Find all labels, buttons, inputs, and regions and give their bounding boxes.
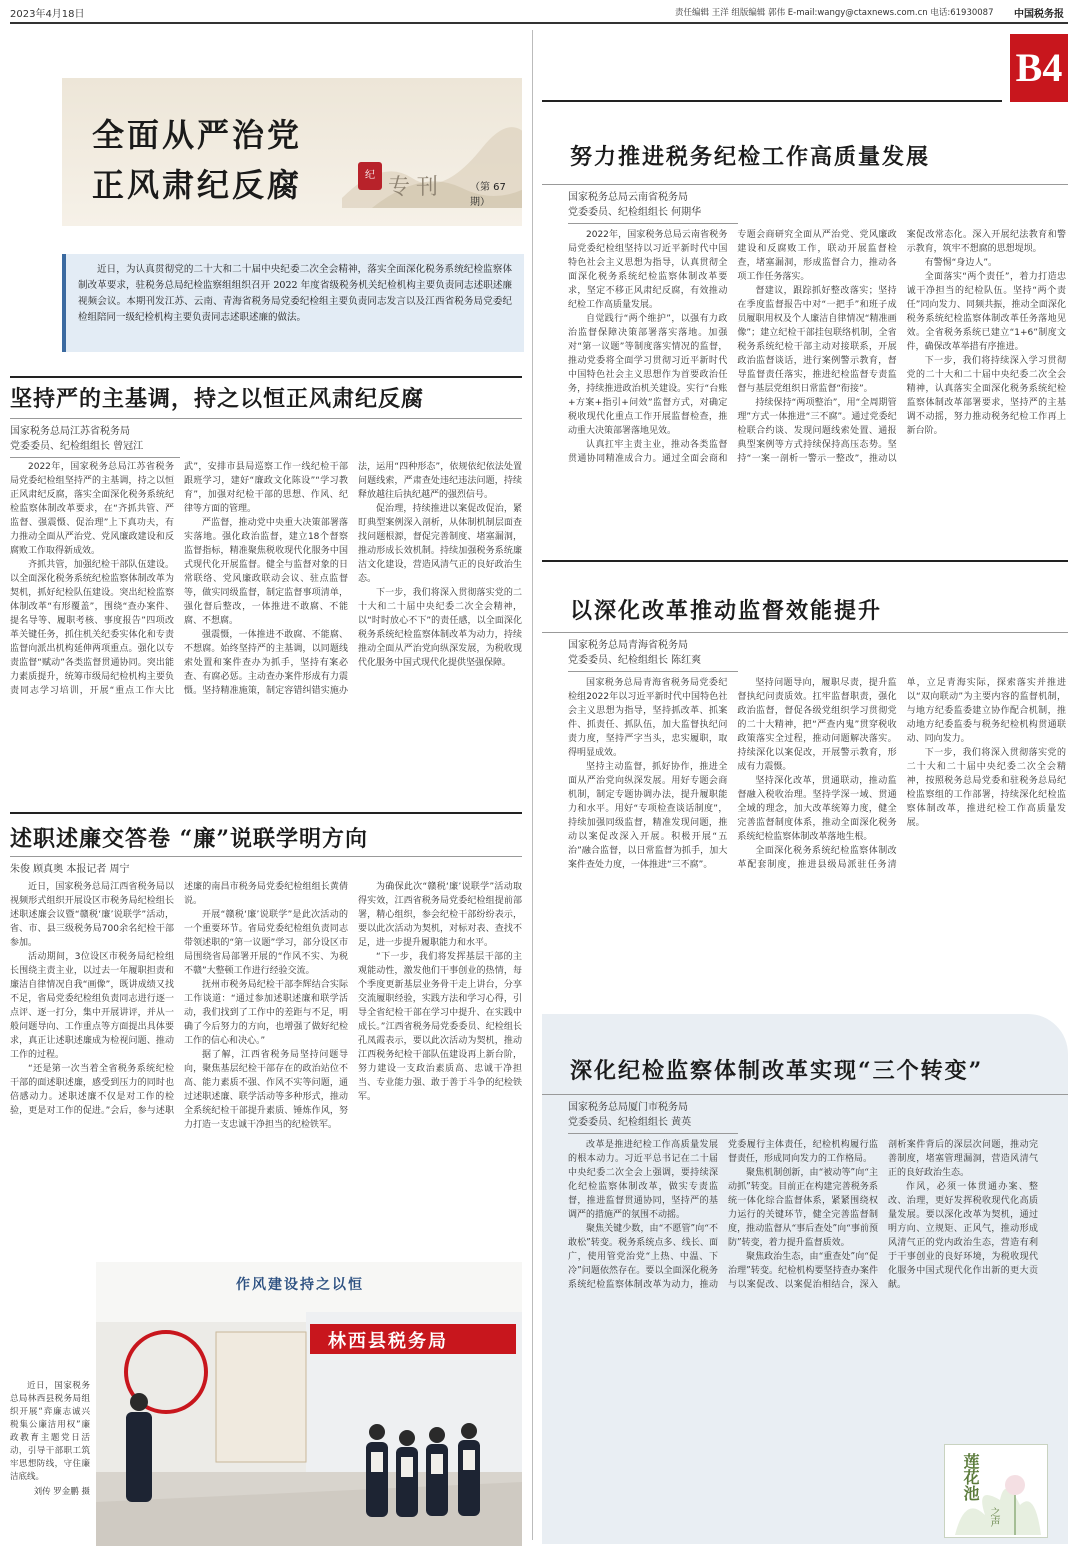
banner-line2: 正风肃纪反腐 xyxy=(92,166,303,204)
intro-text: 近日，为认真贯彻党的二十大和二十届中央纪委二次全会精神，落实全面深化税务系统纪检监察体制改革要求，驻税务总局纪检监察组组织召开 2022 年度省级税务机关纪检机构主要负责同志述职述廉视频会议。本期刊发江苏、云南、青海省税务局党委纪检组主要负责同志发言以及江西省税务局党委纪检组陪同一级纪检机构主要负责同志述职述廉的做法。 xyxy=(78,264,512,323)
article2-para: 抚州市税务局纪检干部李辉结合实际工作谈道：“通过参加述职述廉和联学活动，我们找到了工作中的差距与不足，明确了今后努力的方向，也增强了做好纪检工作的信心和决心。” xyxy=(184,980,348,1046)
article3-para: 下一步，我们将持续深入学习贯彻党的二十大和二十届中央纪委二次全会精神，认真落实全面深化税务系统纪检监察体制改革部署要求，坚持严的主基调不动摇，努力推动税务纪检工作再上新台阶。 xyxy=(906,356,1066,436)
banner-line1: 全面从严治党 xyxy=(92,116,303,154)
article3-para: 督建议，跟踪抓好整改落实；坚持在季度监督报告中对“一把手”和班子成员履职用权及个人廉洁自律情况“精准画像”；建立纪检干部挂包联络机制，全省税务系统纪检干部主动对接联系，开展政治监督谈话，进行案例警示教育，督导监督责任落实，推进纪检监督专责监督与基层党组织日常监督“衔接”。 xyxy=(737,286,897,394)
article5-box xyxy=(542,1014,1068,1544)
article2-para: 近日，国家税务总局江西省税务局以视频形式组织开展设区市税务局纪检组长述职述廉会议暨“赣税‘廉’说联学”活动，省、市、县三级税务局700余名纪检干部参加。 xyxy=(10,882,174,948)
article5-title: 深化纪检监察体制改革实现“三个转变” xyxy=(570,1058,984,1084)
article4-byline-org: 国家税务总局青海省税务局 xyxy=(568,640,688,651)
photo-wall-sign: 作风建设持之以恒 xyxy=(236,1277,364,1293)
article5-para: 聚焦机制创新，由“被动等”向“主动抓”转变。目前正在构建完善税务系统一体化综合监督体系，紧紧围绕权力运行的关键环节，健全完善监督制度，推动监督从“事后查处”向“事前预防”转变，着力提升监督质效。 xyxy=(728,1168,878,1248)
lotus-sub: 之声 xyxy=(988,1507,999,1527)
article3-para: 认真扛牢主责主业，推动各类监督贯通协同精准成合力。通过全面会商和专题会商研究全面从严治党、党风廉政建设和反腐败工作，联动开展监督检查，堵塞漏洞，形成监督合力，推动各项工作任务落实。 xyxy=(568,230,897,464)
article4-para: 国家税务总局青海省税务局党委纪检组2022年以习近平新时代中国特色社会主义思想为指导，坚持抓改革、抓案件、抓责任、抓队伍，加大监督执纪问责力度，坚持严字当头，忠实履职，取得明显成效。 xyxy=(568,678,728,758)
article4-para: 坚持深化改革，贯通联动，推动监督融入税收治理。坚持学深一域、贯通全域的理念，加大改革统筹力度，健全完善监督制度体系，推动全面深化税务系统纪检监察体制改革落地生根。 xyxy=(737,776,897,842)
article1-para: 促治理，持续推进以案促改促治，紧盯典型案例深入剖析，从体制机制层面查找问题根源，督促完善制度、堵塞漏洞，推动形成长效机制。持续加强税务系统廉洁文化建设，营造风清气正的良好政治生态。 xyxy=(358,504,522,584)
article5-byline xyxy=(568,1100,738,1134)
article5-para: 聚焦关键少数，由“不愿管”向“不敢松”转变。税务系统点多、线长、面广，使用管党治党“上热、中温、下冷”问题依然存在。要以全面深化税务系统纪检监察体制改革为动力，推动党委履行主体责任，纪检机构履行监督责任，形成同向发力的工作格局。 xyxy=(568,1140,878,1290)
article2-para: 活动期间，3位设区市税务局纪检组长围绕主责主业，以过去一年履职担责和廉洁自律情况自我“画像”，既讲成绩又找不足，省局党委纪检组负责同志进行逐一点评、逐一打分，集中开展讲评，并从一般问题导向、工作重点等方面提出具体要求，真正让述职述廉成为检视问题、推动工作的过程。 xyxy=(10,952,174,1060)
article3-para: 2022年，国家税务总局云南省税务局党委纪检组坚持以习近平新时代中国特色社会主义思想为指导，认真贯彻全面深化税务系统纪检监察体制改革要求，坚定不移正风肃纪反腐，有效推动纪检工作高质量发展。 xyxy=(568,230,728,310)
article2-body xyxy=(10,880,522,1238)
article3-byline-author: 党委委员、纪检组组长 何期华 xyxy=(568,207,702,218)
article4-byline-author: 党委委员、纪检组组长 陈红爽 xyxy=(568,655,702,666)
article5-byline-org: 国家税务总局厦门市税务局 xyxy=(568,1102,688,1113)
lotus-column-badge xyxy=(944,1444,1048,1538)
article2-para: 为确保此次“赣税‘廉’说联学”活动取得实效，江西省税务局党委纪检组提前部署，精心组织，参会纪检干部纷纷表示，要以此次活动为契机，对标对表、查找不足，进一步提升履职能力和水平。 xyxy=(358,882,522,948)
article1-title: 坚持严的主基调，持之以恒正风肃纪反腐 xyxy=(10,386,425,412)
article4-title: 以深化改革推动监督效能提升 xyxy=(570,598,883,624)
article4-title-rule xyxy=(542,632,1068,633)
article2-para: “下一步，我们将发挥基层干部的主观能动性，激发他们干事创业的热情，每个季度更新基层业务骨干走上讲台，分享交流履职经验，实践方法和学习心得，引导全省纪检干部在学习中提升、在实践中成长。”江西省税务局党委委员、纪检组长孔凤霞表示，要以此次活动为契机，推动江西税务纪检干部队伍建设再上新台阶，努力建设一支政治素质高、忠诚干净担当、专业能力强、敢于善于斗争的纪检铁军。 xyxy=(358,952,522,1102)
seal-icon: 纪 xyxy=(358,162,382,190)
article1-body xyxy=(10,460,522,744)
article4-byline xyxy=(568,638,738,672)
intro-box xyxy=(62,254,524,352)
issue-date: 2023年4月18日 xyxy=(10,9,85,20)
article3-para: 全面落实“两个责任”，着力打造忠诚干净担当的纪检队伍。坚持“两个责任”同向发力、同频共振，推动全面深化税务系统纪检监察体制改革任务落地见效。全省税务系统已建立“1+6”制度文件，确保改革举措有序推进。 xyxy=(906,272,1066,352)
photo-wall-banner: 林西县税务局 xyxy=(328,1331,448,1352)
staff-line: 责任编辑 王洋 组版编辑 郭伟 E-mail:wangy@ctaxnews.com.cn 电话:61930087 xyxy=(675,8,994,18)
article2-para: 据了解，江西省税务局坚持问题导向，聚焦基层纪检干部存在的政治站位不高、能力素质不强、作风不实等问题，通过述职述廉、联学活动等多种形式，推动全系统纪检干部提升素质、锤炼作风，努力打造一支忠诚干净担当的纪检铁军。 xyxy=(184,1050,348,1130)
article3-title: 努力推进税务纪检工作高质量发展 xyxy=(570,144,931,170)
page-header xyxy=(10,4,1066,20)
article3-body xyxy=(568,228,1066,550)
section-badge xyxy=(1010,34,1068,102)
article1-title-rule xyxy=(10,418,522,419)
article1-rule xyxy=(10,376,522,378)
article3-byline xyxy=(568,190,738,224)
photo-illustration xyxy=(96,1262,522,1546)
article2-para: 开展“赣税‘廉’说联学”是此次活动的一个重要环节。省局党委纪检组负责同志带领述职的“第一议题”学习，部分设区市局围绕省局部署开展的“作风不实、为税不赣”大整顿工作进行经验交流。 xyxy=(184,910,348,976)
article1-para: 下一步，我们将深入贯彻落实党的二十大和二十届中央纪委二次全会精神，以“时时放心不下”的责任感，以全面深化税务系统纪检监察体制改革为动力，持续推动全面从严治党向纵深发展，为税收现代化服务中国式现代化提供坚强保障。 xyxy=(358,588,522,668)
photo-caption xyxy=(10,1380,90,1499)
banner-label: 专刊 xyxy=(388,175,445,200)
article2-byline: 朱俊 顾真奥 本报记者 周宁 xyxy=(10,864,130,875)
article4-body xyxy=(568,676,1066,1006)
article1-para: 2022年，国家税务总局江苏省税务局党委纪检组坚持严的主基调，持之以恒正风肃纪反腐，落实全面深化税务系统纪检监察体制改革要求，在“齐抓共管、严监督、强震慑、促治理”上下真功夫，有力推动全面从严治党、党风廉政建设和反腐败工作取得新成效。 xyxy=(10,462,174,556)
article4-para: 坚持问题导向，履职尽责，提升监督执纪问责质效。扛牢监督职责，强化政治监督，督促各级党组织学习贯彻党的二十大精神，把“严查内鬼”贯穿税收政策落实全过程，推动问题解决落实。持续深化以案促改，开展警示教育，形成有力震慑。 xyxy=(737,678,897,772)
article2-para: “还是第一次当着全省税务系统纪检干部的面述职述廉，感受到压力的同时也倍感动力。述职述廉不仅是对工作的检验，更是对工作的促进。”会后，参与述职述廉的南昌市税务局党委纪检组组长黄倩说。 xyxy=(10,882,348,1116)
article3-para: 持续保持“两项整治”，用“全周期管理”方式一体推进“三不腐”。通过党委纪检联合约谈、发现问题线索处置、通报典型案例等方式持续保持高压态势。坚持“一案一剖析一警示一整改”，推动以案促改常态化。深入开展纪法教育和警示教育，筑牢不想腐的思想堤坝。 xyxy=(737,230,1066,464)
article2-rule xyxy=(10,812,522,814)
header-rule xyxy=(10,22,1068,24)
article5-byline-author: 党委委员、纪检组组长 黄英 xyxy=(568,1117,692,1128)
article1-byline-author: 党委委员、纪检组组长 曾冠江 xyxy=(10,441,144,452)
article4-rule xyxy=(542,560,1068,562)
column-divider xyxy=(532,30,533,1540)
article1-byline xyxy=(10,424,180,458)
article1-para: 强震慑，一体推进不敢腐、不能腐、不想腐。始终坚持严的主基调，以同题线索处置和案件查办为抓手，坚持有案必查、有腐必惩。主动查办案件形成有力震慑。坚持精准施策，制定容错纠错实施办法，运用“四种形态”，依规依纪依法处置问题线索，严肃查处违纪违法问题，持续释放越往后执纪越严的强烈信号。 xyxy=(184,462,522,696)
paper-name: 中国税务报 xyxy=(1014,9,1064,20)
article1-para: 齐抓共管，加强纪检干部队伍建设。以全面深化税务系统纪检监察体制改革为契机，抓好纪检队伍建设。突出纪检监察体制改革“有形覆盖”，围绕“查办案件、提名导等、履职考核、事度报告”四项改革关键任务，抓住机关纪委实体化和专责监督向派出机构延伸两项重点。强化以专责监督“赋动”各类监督贯通协同。突出能力素质提升，统筹市级局纪检机构主要负责同志学习培训，开展“重点工作大比武”，安排市县局巡察工作一线纪检干部跟班学习，建好“廉政文化陈设”“学习教育”，加强对纪检干部的思想、作风、纪律等方面的管理。 xyxy=(10,462,348,696)
article4-para: 下一步，我们将深入贯彻落实党的二十大和二十届中央纪委二次全会精神，按照税务总局党委和驻税务总局纪检监察组的工作部署，持续深化纪检监察体制改革，推进纪检工作高质量发展。 xyxy=(906,748,1066,828)
article3-rule xyxy=(542,100,1002,102)
article3-para: 自觉践行“两个维护”，以强有力政治监督保障决策部署落实落地。加强对“第一议题”等制度落实情况的监督，推动党委将全面学习贯彻习近平新时代中国特色社会主义思想作为首要政治任务，持续推进政治机关建设。实行“台账+方案+指引+问效”监督方式，对确定税收现代化重点工作开展监督检查，推动重大决策部署落地见效。 xyxy=(568,314,728,436)
news-photo xyxy=(96,1262,522,1546)
special-banner xyxy=(62,78,522,226)
lotus-title: 莲花池 xyxy=(961,1453,980,1501)
article5-title-rule xyxy=(542,1094,1068,1095)
article5-para: 改革是推进纪检工作高质量发展的根本动力。习近平总书记在二十届中央纪委二次全会上强调，要持续深化纪检监察体制改革，做实专责监督，推进监督贯通协同，坚持严的基调严的措施严的氛围不动摇。 xyxy=(568,1140,718,1220)
article5-para: 作风，必须一体贯通办案、整改、治理，更好发挥税收现代化高质量发展。要以深化改革为契机，通过明方向、立规矩、正风气，推动形成风清气正的党内政治生态，营造有利于干事创业的良好环境，为税收现代化服务中国式现代化作出新的更大贡献。 xyxy=(888,1182,1038,1290)
section-badge-label: B4 xyxy=(1015,45,1063,90)
article1-para: 严监督，推动党中央重大决策部署落实落地。强化政治监督，建立18个督察监督指标，精准聚焦税收现代化服务中国式现代化开展监督。健全与监督对象的日常联络、党风廉政联动会议、驻点监督等，做实同级监督，制定监督事项清单，强化督后整改，一体推进不敢腐、不能腐、不想腐。 xyxy=(184,518,348,626)
article3-title-rule xyxy=(542,184,1068,185)
article5-para: 聚焦政治生态，由“重查处”向“促治理”转变。纪检机构要坚持查办案件与以案促改、以案促治相结合，深入剖析案件背后的深层次问题，推动完善制度，堵塞管理漏洞，营造风清气正的良好政治生态。 xyxy=(728,1140,1038,1290)
article3-byline-org: 国家税务总局云南省税务局 xyxy=(568,192,688,203)
article1-byline-org: 国家税务总局江苏省税务局 xyxy=(10,426,130,437)
article2-title: 述职述廉交答卷 “廉”说联学明方向 xyxy=(10,826,368,852)
banner-issue: （第 67 期） xyxy=(470,182,506,208)
article2-title-rule xyxy=(10,856,522,857)
photo-credit: 刘传 罗金鹏 摄 xyxy=(33,1487,90,1497)
photo-caption-text: 近日，国家税务总局林西县税务局组织开展“弈廉志诚兴税集公廉洁用权”廉政教育主题党日活动，引导干部职工筑牢思想防线，守住廉洁底线。 xyxy=(10,1381,90,1482)
article3-para: 有警惕“身边人”。 xyxy=(924,258,997,268)
article4-para: 坚持主动监督，抓好协作，推进全面从严治党向纵深发展。用好专题会商机制，制定专题协调办法，提升履职能力和水平。用好“专项检查谈话制度”，持续加强同级监督，精准发现问题，推动以案促改深入开展。积极开展“五治”融合监督，以日常监督为抓手，加大案件查处力度，一体推进“三不腐”。 xyxy=(568,762,728,870)
article4-para: 全面深化税务系统纪检监察体制改革配套制度，推进县级局派驻任务清单，立足青海实际，探索落实并推进以“双向联动”为主要内容的监督机制，与地方纪委监委建立协作配合机制，推动地方纪委监委与税务纪检机构贯通联动、同向发力。 xyxy=(737,678,1066,870)
